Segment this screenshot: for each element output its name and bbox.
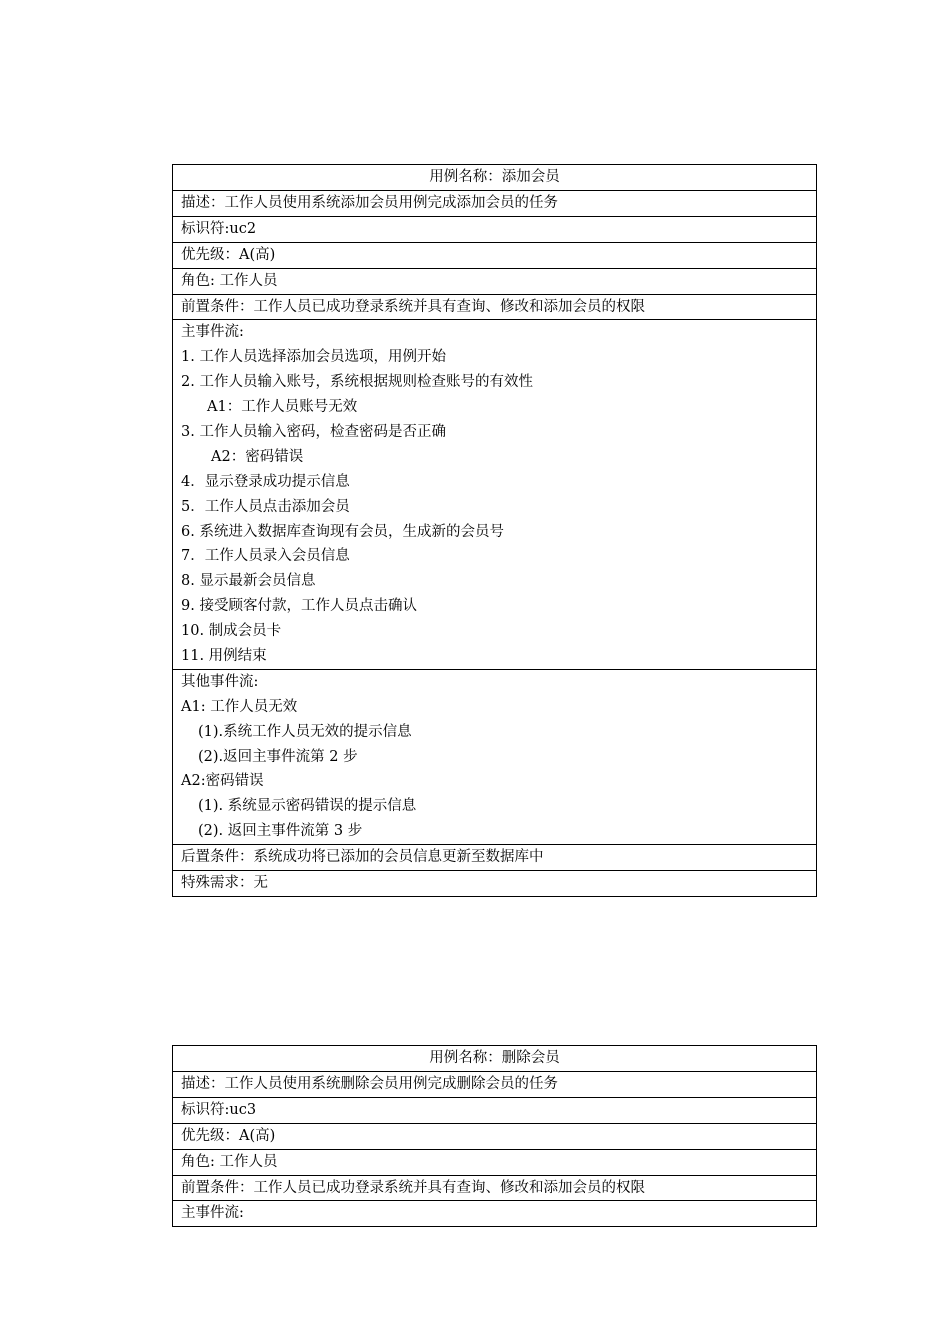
usecase-special-requirements: 特殊需求：无 xyxy=(173,871,817,897)
main-flow-alternate-ref: A2：密码错误 xyxy=(211,448,304,465)
usecase-role: 角色: 工作人员 xyxy=(173,268,817,294)
usecase-other-flow xyxy=(173,669,817,844)
other-flow-step: (2).返回主事件流第 2 步 xyxy=(198,748,358,765)
table-row xyxy=(173,1123,817,1149)
main-flow-step: 10. 制成会员卡 xyxy=(181,623,282,640)
table-row xyxy=(173,294,817,320)
table-row xyxy=(173,165,817,191)
table-row xyxy=(173,845,817,871)
main-flow-step: 1. 工作人员选择添加会员选项，用例开始 xyxy=(181,349,446,366)
main-flow-alternate-ref: A1：工作人员账号无效 xyxy=(207,399,358,416)
main-flow-step: 9. 接受顾客付款，工作人员点击确认 xyxy=(181,598,417,615)
main-flow-step: 2. 工作人员输入账号，系统根据规则检查账号的有效性 xyxy=(181,374,533,391)
usecase-identifier: 标识符:uc3 xyxy=(173,1097,817,1123)
usecase-precondition: 前置条件：工作人员已成功登录系统并具有查询、修改和添加会员的权限 xyxy=(173,1175,817,1201)
table-row xyxy=(173,1046,817,1072)
other-flow-step: (1).系统工作人员无效的提示信息 xyxy=(198,723,412,740)
table-row xyxy=(173,216,817,242)
usecase-role: 角色: 工作人员 xyxy=(173,1149,817,1175)
main-flow-step: 11. 用例结束 xyxy=(181,648,267,665)
usecase-table-add-member xyxy=(172,164,817,897)
other-flow-step: (2). 返回主事件流第 3 步 xyxy=(198,823,363,840)
main-flow-heading: 主事件流: xyxy=(181,324,244,341)
usecase-description: 描述：工作人员使用系统添加会员用例完成添加会员的任务 xyxy=(173,190,817,216)
table-row xyxy=(173,190,817,216)
other-flow-step: (1). 系统显示密码错误的提示信息 xyxy=(198,798,417,815)
main-flow-step: 6. 系统进入数据库查询现有会员，生成新的会员号 xyxy=(181,523,504,540)
table-row xyxy=(173,871,817,897)
table-row xyxy=(173,242,817,268)
usecase-main-flow-heading: 主事件流: xyxy=(173,1201,817,1227)
other-flow-heading: 其他事件流: xyxy=(181,673,259,690)
table-row xyxy=(173,1097,817,1123)
main-flow-step: 3. 工作人员输入密码，检查密码是否正确 xyxy=(181,424,446,440)
usecase-identifier: 标识符:uc2 xyxy=(173,216,817,242)
table-row xyxy=(173,1149,817,1175)
usecase-main-flow xyxy=(173,320,817,669)
table-row xyxy=(173,268,817,294)
main-flow-step: 7．工作人员录入会员信息 xyxy=(181,548,350,565)
other-flow-alternate: A2:密码错误 xyxy=(181,773,264,790)
usecase-priority: 优先级：A(高) xyxy=(173,1123,817,1149)
table-row xyxy=(173,320,817,669)
main-flow-step: 4．显示登录成功提示信息 xyxy=(181,473,350,490)
usecase-title: 用例名称：添加会员 xyxy=(173,165,817,191)
other-flow-alternate: A1: 工作人员无效 xyxy=(181,698,298,715)
usecase-table-delete-member xyxy=(172,1045,817,1227)
table-row xyxy=(173,1175,817,1201)
usecase-priority: 优先级：A(高) xyxy=(173,242,817,268)
usecase-description: 描述：工作人员使用系统删除会员用例完成删除会员的任务 xyxy=(173,1071,817,1097)
usecase-title: 用例名称：删除会员 xyxy=(173,1046,817,1072)
table-row xyxy=(173,1201,817,1227)
table-row xyxy=(173,1071,817,1097)
main-flow-step: 8. 显示最新会员信息 xyxy=(181,573,316,590)
usecase-postcondition: 后置条件：系统成功将已添加的会员信息更新至数据库中 xyxy=(173,845,817,871)
usecase-precondition: 前置条件：工作人员已成功登录系统并具有查询、修改和添加会员的权限 xyxy=(173,294,817,320)
table-row xyxy=(173,669,817,844)
main-flow-step: 5．工作人员点击添加会员 xyxy=(181,498,350,515)
